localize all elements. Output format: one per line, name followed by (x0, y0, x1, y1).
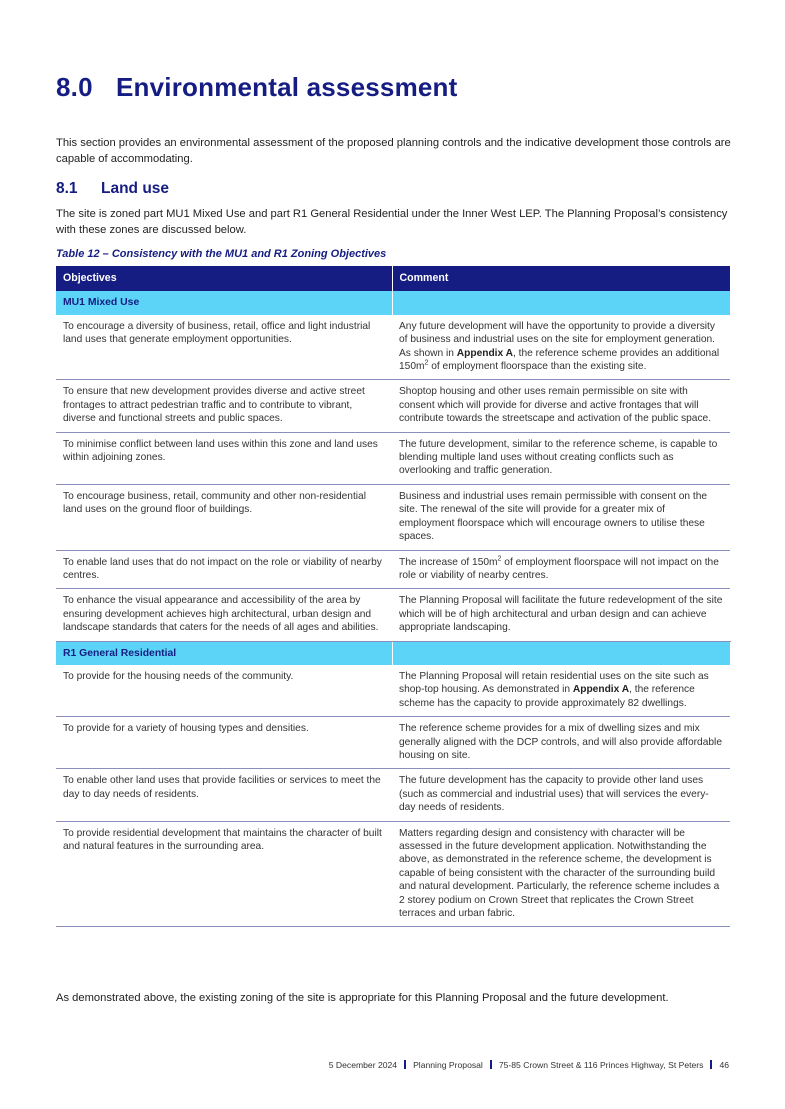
comment-cell (392, 550, 730, 589)
comment-cell: The Planning Proposal will facilitate the future redevelopment of the site which will be of high architectural and urban design and can achieve appropriate landscaping. (392, 589, 730, 641)
group-label-spacer (392, 291, 730, 314)
consistency-table (56, 266, 731, 927)
table-row (56, 821, 730, 927)
table-row (56, 717, 730, 769)
objective-cell: To enable other land uses that provide facilities or services to meet the day to day needs of residents. (56, 769, 392, 821)
table-row (56, 769, 730, 821)
group-label: MU1 Mixed Use (56, 291, 392, 314)
footer-address: 75-85 Crown Street & 116 Princes Highway, St Peters (498, 1060, 704, 1070)
table-group-row (56, 641, 730, 665)
section-number: 8.1 (56, 180, 78, 197)
objective-cell: To ensure that new development provides diverse and active street frontages to attract pedestrian traffic and to contribute to vibrant, diverse and functional streets and public spaces. (56, 380, 392, 432)
page-title (56, 72, 458, 103)
column-header-comment: Comment (392, 266, 730, 291)
appendix-reference: Appendix A (456, 347, 513, 359)
table-row (56, 665, 730, 717)
comment-text: The Planning Proposal will retain residential uses on the site such as shop-top housing. As demonstrated in (399, 670, 709, 696)
superscript: 2 (497, 555, 502, 563)
table-row (56, 315, 730, 380)
comment-cell (392, 665, 730, 717)
footer-document: Planning Proposal (413, 1060, 483, 1070)
page-title-number: 8.0 (56, 72, 93, 102)
objective-cell: To minimise conflict between land uses within this zone and land uses within adjoining zones. (56, 432, 392, 484)
comment-cell: Matters regarding design and consistency with character will be assessed in the future development application. Notwithstanding the above, as demonstrated in the reference scheme, the development is capable of being consistent with the character of the surrounding build and natural development. Particularly, the reference scheme includes a 2 storey podium on Crown Street that replicates the Crown Street terraces and urban fabric. (392, 821, 730, 927)
footer-separator (490, 1060, 492, 1069)
group-label-spacer (392, 641, 730, 665)
comment-text: , the reference scheme provides an additional 150m (399, 347, 720, 373)
comment-cell: The future development has the capacity to provide other land uses (such as commercial and industrial uses) that will services the every-day needs of residents. (392, 769, 730, 821)
page-number: 46 (719, 1060, 729, 1070)
objective-cell: To enhance the visual appearance and accessibility of the area by ensuring development achieves high architectural, urban design and landscape standards that caters for the needs of all ages and abilities. (56, 589, 392, 641)
objective-cell: To provide for the housing needs of the community. (56, 665, 392, 717)
intro-paragraph: This section provides an environmental assessment of the proposed planning controls and the indicative development those controls are capable of accommodating. (56, 137, 731, 165)
comment-cell: Shoptop housing and other uses remain permissible on site with consent which will provide for diverse and active frontages that will contribute towards the streetscape and activation of the public space. (392, 380, 730, 432)
table-header-row (56, 266, 730, 291)
page-title-text: Environmental assessment (116, 72, 458, 102)
comment-text: of employment floorspace will not impact on the role or viability of nearby centres. (399, 556, 719, 581)
footer-date: 5 December 2024 (328, 1060, 398, 1070)
comment-cell: Business and industrial uses remain permissible with consent on the site. The renewal of the site will provide for a greater mix of employment floorspace which will encourage owners to utilise these spaces. (392, 484, 730, 550)
table-row (56, 550, 730, 589)
column-header-objectives: Objectives (56, 266, 392, 291)
table-row (56, 432, 730, 484)
comment-cell: The future development, similar to the reference scheme, is capable to blending multiple land uses without creating conflicts such as overlooking and traffic generation. (392, 432, 730, 484)
objective-cell: To enable land uses that do not impact on the role or viability of nearby centres. (56, 550, 392, 589)
comment-text: of employment floorspace than the existing site. (428, 361, 647, 373)
section-heading (56, 180, 169, 198)
superscript: 2 (424, 359, 429, 367)
group-label: R1 General Residential (56, 641, 392, 665)
comment-cell: The reference scheme provides for a mix of dwelling sizes and mix generally aligned with the DCP controls, and will also provide affordable housing on site. (392, 717, 730, 769)
table-row (56, 484, 730, 550)
comment-text: The increase of 150m (399, 556, 498, 568)
objective-cell: To encourage business, retail, community and other non-residential land uses on the ground floor of buildings. (56, 484, 392, 550)
table-caption: Table 12 – Consistency with the MU1 and R1 Zoning Objectives (56, 248, 387, 260)
objective-cell: To provide residential development that maintains the character of built and natural features in the surrounding area. (56, 821, 392, 927)
conclusion-paragraph: As demonstrated above, the existing zoning of the site is appropriate for this Planning Proposal and the future development. (56, 992, 669, 1004)
footer-separator (404, 1060, 406, 1069)
comment-cell (392, 315, 730, 380)
appendix-reference: Appendix A (572, 684, 630, 696)
footer-separator (710, 1060, 712, 1069)
table-row (56, 380, 730, 432)
table-group-row (56, 291, 730, 314)
objective-cell: To provide for a variety of housing types and densities. (56, 717, 392, 769)
page-footer (329, 1060, 729, 1070)
objective-cell: To encourage a diversity of business, retail, office and light industrial land uses that generate employment opportunities. (56, 315, 392, 380)
table-row (56, 589, 730, 641)
comment-text: , the reference scheme has the capacity to provide approximately 82 dwellings. (399, 684, 695, 709)
section-title: Land use (101, 180, 170, 197)
comment-text: Any future development will have the opportunity to provide a diversity of business and industrial uses on the site for employment generation. As shown in (399, 320, 715, 359)
section-intro-paragraph: The site is zoned part MU1 Mixed Use and part R1 General Residential under the Inner West LEP. The Planning Proposal’s consistency with these zones are discussed below. (56, 208, 728, 236)
